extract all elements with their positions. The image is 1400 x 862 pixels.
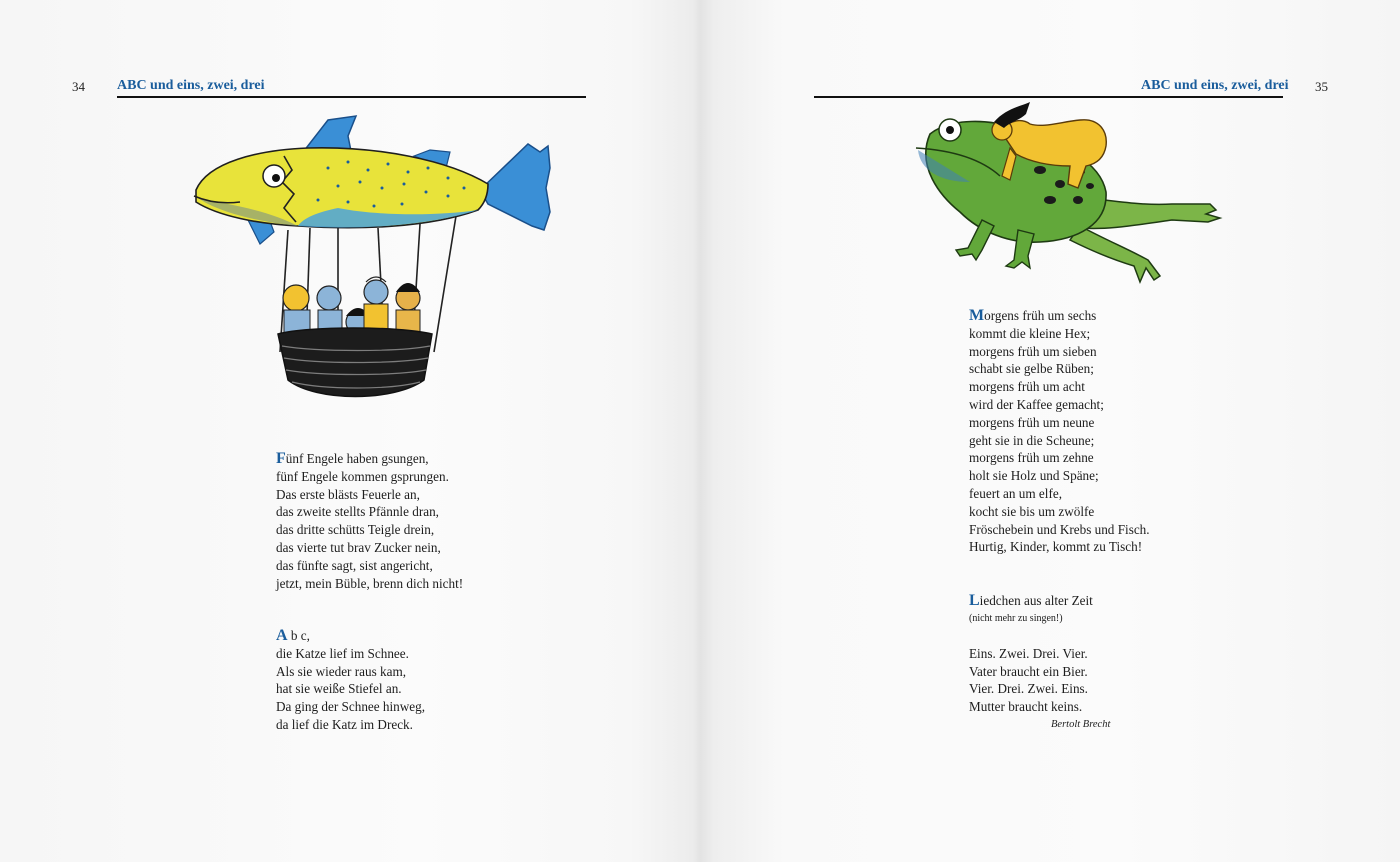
poem-line: morgens früh um zehne (969, 450, 1094, 466)
poem-subtitle: (nicht mehr zu singen!) (969, 612, 1063, 624)
poem-abc-katze (276, 627, 425, 734)
page-number-right: 35 (1315, 79, 1328, 94)
fish-airship-icon (188, 112, 558, 404)
poem-line: Eins. Zwei. Drei. Vier. (969, 645, 1088, 661)
dropcap: F (276, 450, 286, 467)
poem-line: Vater braucht ein Bier. (969, 663, 1088, 679)
poem-line: Morgens früh um sechs (969, 307, 1097, 324)
header-rule-left (117, 96, 586, 98)
poem-line: Fünf Engele haben gsungen, (276, 450, 429, 467)
running-head-left: ABC und eins, zwei, drei (117, 78, 265, 93)
poem-line: holt sie Holz und Späne; (969, 468, 1099, 484)
poem-kleine-hex (969, 307, 1150, 556)
poem-line: kommt die kleine Hex; (969, 325, 1091, 341)
poem-line: das fünfte sagt, sist angericht, (276, 557, 433, 573)
stanza-gap (969, 628, 1093, 645)
poem-line: Als sie wieder raus kam, (276, 663, 407, 679)
poem-line: Fröschebein und Krebs und Fisch. (969, 521, 1150, 537)
poem-author: Bertolt Brecht (1051, 719, 1111, 730)
header-rule-right (814, 96, 1283, 98)
poem-line: morgens früh um sieben (969, 343, 1097, 359)
poem-line: Mutter braucht keins. (969, 699, 1083, 715)
poem-line: das zweite stellts Pfännle dran, (276, 504, 439, 520)
poem-line: fünf Engele kommen gsprungen. (276, 468, 449, 484)
poem-line: schabt sie gelbe Rüben; (969, 361, 1094, 377)
poem-line: A b c, (276, 627, 310, 644)
poem-line: die Katze lief im Schnee. (276, 645, 409, 661)
poem-line: Da ging der Schnee hinweg, (276, 699, 426, 715)
poem-line: morgens früh um acht (969, 379, 1085, 395)
poem-line: da lief die Katz im Dreck. (276, 716, 413, 732)
dropcap: L (969, 592, 980, 609)
poem-liedchen (969, 592, 1093, 716)
poem-line: wird der Kaffee gemacht; (969, 396, 1104, 412)
poem-line: feuert an um elfe, (969, 485, 1062, 501)
poem-title: Liedchen aus alter Zeit (969, 592, 1093, 609)
dropcap: A (276, 627, 288, 644)
poem-line: das vierte tut brav Zucker nein, (276, 539, 441, 555)
poem-line: geht sie in die Scheune; (969, 432, 1095, 448)
poem-line: das dritte schütts Teigle drein, (276, 522, 435, 538)
poem-line: Das erste blästs Feuerle an, (276, 486, 420, 502)
running-head-right: ABC und eins, zwei, drei (1141, 78, 1289, 93)
poem-line: morgens früh um neune (969, 414, 1095, 430)
poem-line: jetzt, mein Büble, brenn dich nicht! (276, 575, 464, 591)
frog-witch-icon (910, 100, 1230, 295)
poem-line: Hurtig, Kinder, kommt zu Tisch! (969, 539, 1143, 555)
poem-line: kocht sie bis um zwölfe (969, 503, 1095, 519)
page-number-left: 34 (72, 79, 85, 94)
poem-fuenf-engele (276, 450, 463, 592)
dropcap: M (969, 307, 985, 324)
poem-line: hat sie weiße Stiefel an. (276, 681, 402, 697)
poem-line: Vier. Drei. Zwei. Eins. (969, 681, 1088, 697)
